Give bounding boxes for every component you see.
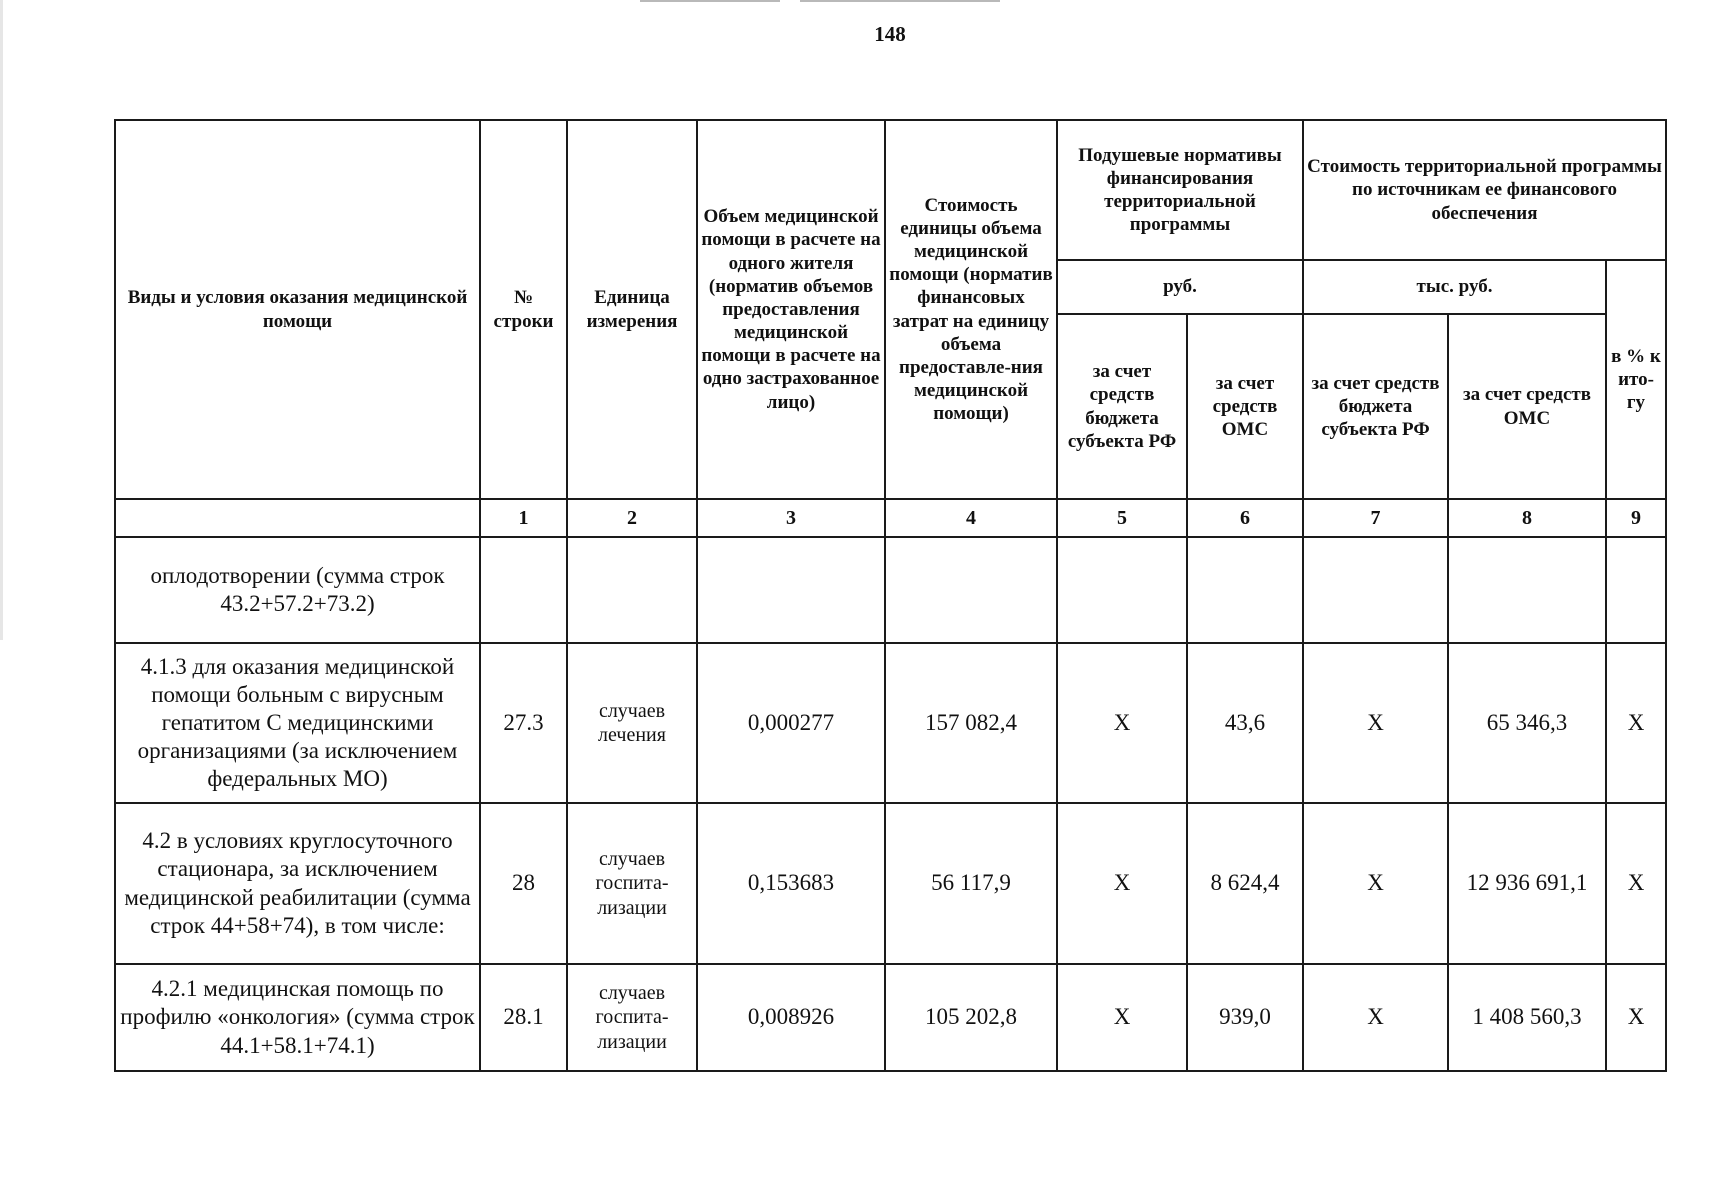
- header-row-number: № строки: [480, 120, 567, 499]
- row-description: 4.2.1 медицинская помощь по профилю «онкология» (сумма строк 44.1+58.1+74.1): [115, 964, 480, 1071]
- row-oms-thousand: [1448, 537, 1606, 643]
- row-number-cell: [480, 537, 567, 643]
- row-percent: Х: [1606, 964, 1666, 1071]
- column-number: 1: [480, 499, 567, 537]
- header-sub-thousand-rub: тыс. руб.: [1303, 260, 1606, 314]
- row-volume: 0,153683: [697, 803, 885, 964]
- row-oms-thousand: 65 346,3: [1448, 643, 1606, 803]
- row-description: 4.1.3 для оказания медицинской помощи больным с вирусным гепатитом С медицинскими организациями (за исключением федеральных МО): [115, 643, 480, 803]
- financing-table: [114, 119, 1667, 1072]
- row-unit: случаев лечения: [567, 643, 697, 803]
- row-description: 4.2 в условиях круглосуточного стационара, за исключением медицинской реабилитации (сумма строк 44+58+74), в том числе:: [115, 803, 480, 964]
- header-oms-thousand: за счет средств ОМС: [1448, 314, 1606, 499]
- row-volume: 0,000277: [697, 643, 885, 803]
- header-sub-rub: руб.: [1057, 260, 1303, 314]
- row-oms-rub: 43,6: [1187, 643, 1303, 803]
- row-number-cell: 28.1: [480, 964, 567, 1071]
- row-unit-cost: 56 117,9: [885, 803, 1057, 964]
- header-group-program-cost: Стоимость территориальной программы по источникам ее финансового обеспечения: [1303, 120, 1666, 260]
- table-row: [115, 964, 1666, 1071]
- row-unit-cost: 157 082,4: [885, 643, 1057, 803]
- row-percent: Х: [1606, 803, 1666, 964]
- scan-left-edge: [0, 0, 3, 640]
- row-description: оплодотворении (сумма строк 43.2+57.2+73.2): [115, 537, 480, 643]
- row-budget-rub: Х: [1057, 964, 1187, 1071]
- row-volume: [697, 537, 885, 643]
- header-unit-cost: Стоимость единицы объема медицинской помощи (норматив финансовых затрат на единицу объема предоставле-ния медицинской помощи): [885, 120, 1057, 499]
- row-unit: [567, 537, 697, 643]
- header-volume: Объем медицинской помощи в расчете на одного жителя (норматив объемов предоставления медицинской помощи в расчете на одно застрахованное лицо): [697, 120, 885, 499]
- page-number: 148: [874, 22, 906, 46]
- header-percent: в % к ито-гу: [1606, 260, 1666, 499]
- row-budget-thousand: Х: [1303, 964, 1448, 1071]
- column-number: 7: [1303, 499, 1448, 537]
- header-unit: Единица измерения: [567, 120, 697, 499]
- table-row: [115, 643, 1666, 803]
- row-unit-cost: 105 202,8: [885, 964, 1057, 1071]
- column-numbers-row: [115, 499, 1666, 537]
- table-row: [115, 537, 1666, 643]
- header-group-per-capita: Подушевые нормативы финансирования территориальной программы: [1057, 120, 1303, 260]
- row-oms-rub: 8 624,4: [1187, 803, 1303, 964]
- row-oms-rub: [1187, 537, 1303, 643]
- row-unit: случаев госпита-лизации: [567, 964, 697, 1071]
- row-volume: 0,008926: [697, 964, 885, 1071]
- row-unit: случаев госпита-лизации: [567, 803, 697, 964]
- column-number: 3: [697, 499, 885, 537]
- row-oms-thousand: 1 408 560,3: [1448, 964, 1606, 1071]
- row-budget-rub: Х: [1057, 803, 1187, 964]
- scan-line-top-left: [640, 0, 780, 2]
- column-number: [115, 499, 480, 537]
- column-number: 9: [1606, 499, 1666, 537]
- row-percent: Х: [1606, 643, 1666, 803]
- row-oms-thousand: 12 936 691,1: [1448, 803, 1606, 964]
- column-number: 8: [1448, 499, 1606, 537]
- row-budget-thousand: Х: [1303, 643, 1448, 803]
- column-number: 5: [1057, 499, 1187, 537]
- row-number-cell: 27.3: [480, 643, 567, 803]
- header-oms-rub: за счет средств ОМС: [1187, 314, 1303, 499]
- column-number: 2: [567, 499, 697, 537]
- header-budget-thousand: за счет средств бюджета субъекта РФ: [1303, 314, 1448, 499]
- header-type-of-care: Виды и условия оказания медицинской помощи: [115, 120, 480, 499]
- column-number: 4: [885, 499, 1057, 537]
- table-row: [115, 803, 1666, 964]
- row-budget-thousand: [1303, 537, 1448, 643]
- header-row-1: [115, 120, 1666, 260]
- header-budget-rub: за счет средств бюджета субъекта РФ: [1057, 314, 1187, 499]
- row-unit-cost: [885, 537, 1057, 643]
- column-number: 6: [1187, 499, 1303, 537]
- row-budget-rub: Х: [1057, 643, 1187, 803]
- scan-line-top-right: [800, 0, 1000, 2]
- row-number-cell: 28: [480, 803, 567, 964]
- row-budget-rub: [1057, 537, 1187, 643]
- row-percent: [1606, 537, 1666, 643]
- row-budget-thousand: Х: [1303, 803, 1448, 964]
- row-oms-rub: 939,0: [1187, 964, 1303, 1071]
